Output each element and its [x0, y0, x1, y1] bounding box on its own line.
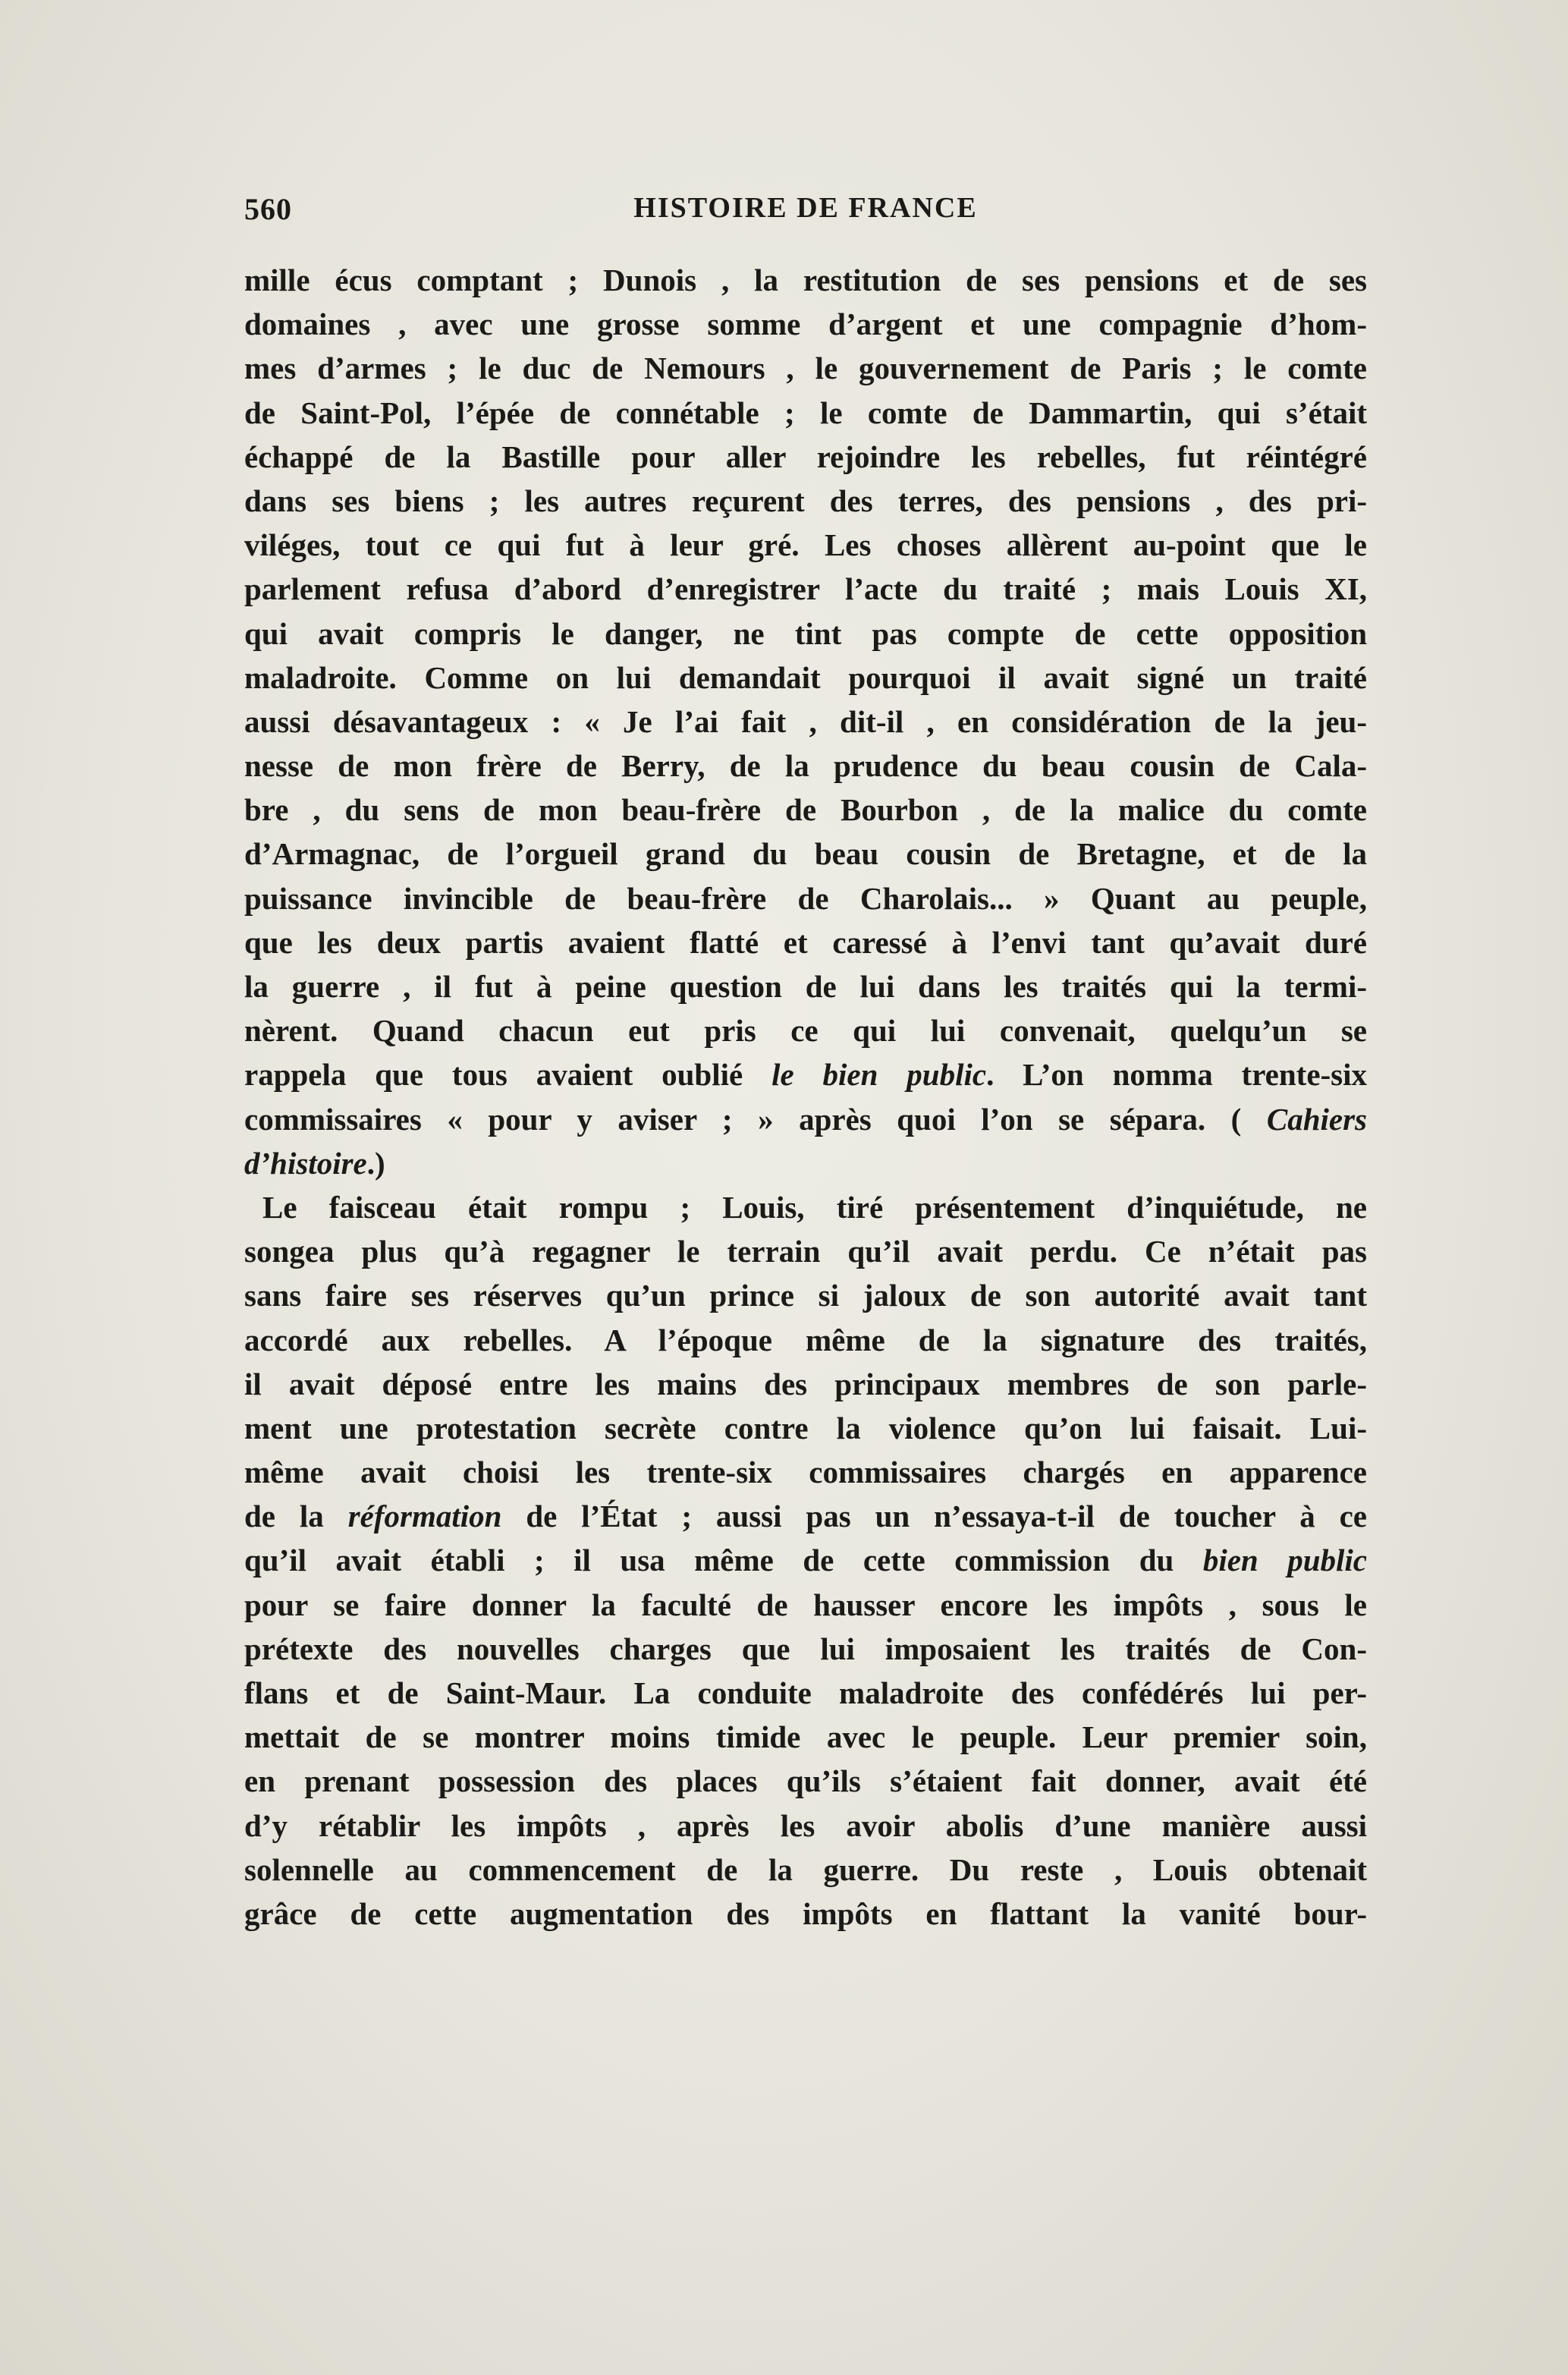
text-line: songea plus qu’à regagner le terrain qu’il avait perdu. Ce n’était pas [244, 1234, 1367, 1269]
text-line: accordé aux rebelles. A l’époque même de la signature des traités, [244, 1322, 1367, 1357]
text-line: de Saint-Pol, l’épée de connétable ; le comte de Dammartin, qui s’était [244, 395, 1367, 430]
text-line: échappé de la Bastille pour aller rejoindre les rebelles, fut réintégré [244, 439, 1367, 474]
text-line: il avait déposé entre les mains des principaux membres de son parle- [244, 1366, 1367, 1401]
text-line: même avait choisi les trente-six commissaires chargés en apparence [244, 1455, 1367, 1490]
italic-phrase: Cahiers [1266, 1101, 1367, 1137]
text-line: nèrent. Quand chacun eut pris ce qui lui convenait, quelqu’un se [244, 1013, 1367, 1049]
text-line: Le faisceau était rompu ; Louis, tiré présentement d’inquiétude, ne [262, 1189, 1367, 1225]
text-line: viléges, tout ce qui fut à leur gré. Les choses allèrent au-point que le [244, 527, 1367, 563]
text-line: que les deux partis avaient flatté et caressé à l’envi tant qu’avait duré [244, 924, 1367, 960]
text-line: pour se faire donner la faculté de hausser encore les impôts , sous le [244, 1587, 1367, 1622]
text-line: solennelle au commencement de la guerre. Du reste , Louis obtenait [244, 1851, 1367, 1887]
text-line: commissaires « pour y aviser ; » après quoi l’on se sépara. ( Cahiers [244, 1101, 1367, 1137]
italic-phrase: réformation [347, 1499, 502, 1534]
text-line: aussi désavantageux : « Je l’ai fait , dit-il , en considération de la jeu- [244, 703, 1367, 739]
italic-phrase: bien public [1202, 1543, 1367, 1578]
text-line: bre , du sens de mon beau-frère de Bourbon , de la malice du comte [244, 792, 1367, 828]
text-line: grâce de cette augmentation des impôts en flattant la vanité bour- [244, 1895, 1367, 1931]
text-line: sans faire ses réserves qu’un prince si jaloux de son autorité avait tant [244, 1278, 1367, 1313]
text-line: domaines , avec une grosse somme d’argent et une compagnie d’hom- [244, 307, 1367, 342]
text-line: mes d’armes ; le duc de Nemours , le gouvernement de Paris ; le comte [244, 351, 1367, 386]
page-header [244, 191, 1367, 237]
text-line: nesse de mon frère de Berry, de la prudence du beau cousin de Cala- [244, 748, 1367, 784]
text-line: maladroite. Comme on lui demandait pourquoi il avait signé un traité [244, 659, 1367, 695]
italic-phrase: d’histoire [244, 1145, 367, 1181]
text-line: parlement refusa d’abord d’enregistrer l’acte du traité ; mais Louis XI, [244, 571, 1367, 607]
text-line: d’Armagnac, de l’orgueil grand du beau cousin de Bretagne, et de la [244, 836, 1367, 872]
text-line: de la réformation de l’État ; aussi pas un n’essaya-t-il de toucher à ce [244, 1499, 1367, 1534]
text-line: d’y rétablir les impôts , après les avoir abolis d’une manière aussi [244, 1807, 1367, 1843]
body-text [244, 258, 1367, 1936]
text-line: qui avait compris le danger, ne tint pas compte de cette opposition [244, 615, 1367, 651]
text-line: rappela que tous avaient oublié le bien public. L’on nomma trente-six [244, 1057, 1368, 1093]
text-line: puissance invincible de beau-frère de Charolais... » Quant au peuple, [244, 880, 1367, 916]
text-line: flans et de Saint-Maur. La conduite maladroite des confédérés lui per- [244, 1675, 1367, 1710]
text-line: dans ses biens ; les autres reçurent des terres, des pensions , des pri- [244, 483, 1367, 518]
text-line: mettait de se montrer moins timide avec le peuple. Leur premier soin, [244, 1719, 1367, 1755]
text-line: mille écus comptant ; Dunois , la restitution de ses pensions et de ses [244, 263, 1367, 297]
text-line: qu’il avait établi ; il usa même de cette commission du bien public [244, 1543, 1367, 1578]
text-line: prétexte des nouvelles charges que lui imposaient les traités de Con- [244, 1631, 1367, 1666]
text-line: d’histoire.) [244, 1145, 385, 1181]
italic-phrase: le bien public [771, 1057, 987, 1093]
text-line: ment une protestation secrète contre la violence qu’on lui faisait. Lui- [244, 1410, 1367, 1445]
page-number: 560 [244, 192, 292, 226]
text-line: la guerre , il fut à peine question de lui dans les traités qui la termi- [244, 969, 1367, 1004]
text-line: en prenant possession des places qu’ils s’étaient fait donner, avait été [244, 1763, 1367, 1799]
running-title: HISTOIRE DE FRANCE [633, 192, 978, 224]
